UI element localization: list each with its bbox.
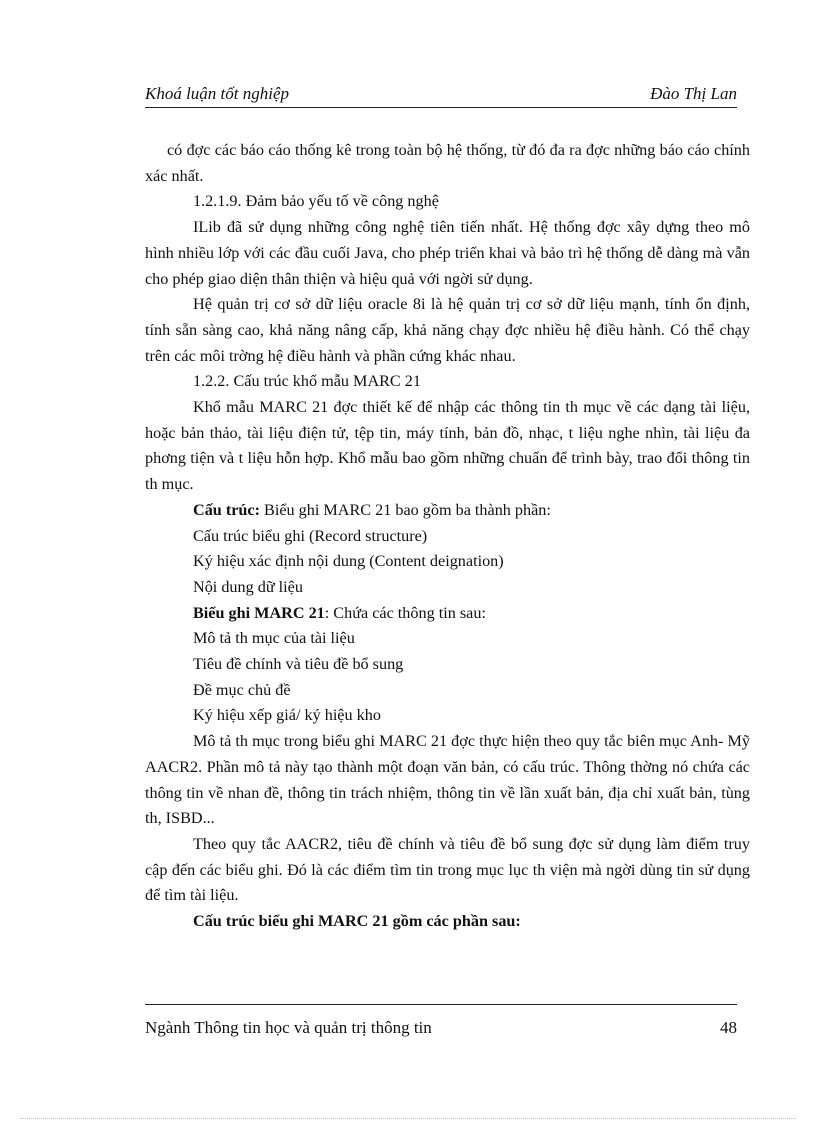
paragraph-oracle-database: Hệ quản trị cơ sở dữ liệu oracle 8i là hệ quản trị cơ sở dữ liệu mạnh, tính ổn định, tính sẵn sàng cao, khả năng nâng cấp, khả năng chạy đợc nhiều hệ điều hành. Có thể chạy trên các môi trờng hệ điều hành và phần cứng khác nhau.: [145, 295, 750, 365]
page-body: [145, 138, 750, 935]
record-intro-line: [145, 601, 750, 627]
list-item: Đề mục chủ đề: [193, 680, 291, 699]
record-label: Biểu ghi MARC 21: [193, 603, 325, 622]
list-item: Mô tả th mục của tài liệu: [193, 629, 355, 648]
header-divider: [145, 107, 737, 108]
page-bottom-edge: [20, 1118, 796, 1119]
record-text: : Chứa các thông tin sau:: [324, 603, 486, 622]
paragraph-marc21-format: Khổ mẫu MARC 21 đợc thiết kế để nhập các thông tin th mục về các dạng tài liệu, hoặc bản thảo, tài liệu điện tử, tệp tin, máy tính, bản đồ, nhạc, t liệu nghe nhìn, tài liệu đa phơng tiện và t liệu hỗn hợp. Khổ mẫu bao gồm những chuẩn để trình bày, trao đổi thông tin th mục.: [145, 398, 750, 494]
structure-intro-line: [145, 498, 750, 524]
page-header: [145, 84, 737, 108]
paragraph-aacr2-access-points: Theo quy tắc AACR2, tiêu đề chính và tiêu đề bổ sung đợc sử dụng làm điểm truy cập đến các biểu ghi. Đó là các điểm tìm tin trong mục lục th viện mà ngời dùng tin sử dụng để tìm tài liệu.: [145, 834, 750, 905]
paragraph-ilib-technology: ILib đã sử dụng những công nghệ tiên tiến nhất. Hệ thống đợc xây dựng theo mô hình nhiều lớp với các đầu cuối Java, cho phép triển khai và bảo trì hệ thống dễ dàng mà vẫn cho phép giao diện thân thiện và hiệu quả với ngời sử dụng.: [145, 218, 750, 288]
header-author-name: Đào Thị Lan: [650, 84, 737, 103]
structure-label: Cấu trúc:: [193, 500, 260, 519]
list-item: Cấu trúc biểu ghi (Record structure): [193, 526, 428, 545]
paragraph-bibliographic-description: Mô tả th mục trong biểu ghi MARC 21 đợc thực hiện theo quy tắc biên mục Anh- Mỹ AACR2. Phần mô tả này tạo thành một đoạn văn bản, có cấu trúc. Thông thờng nó chứa các thông tin về nhan đề, thông tin trách nhiệm, thông tin về lần xuất bản, địa chỉ xuất bản, tùng th, ISBD...: [145, 732, 750, 828]
list-item: Nội dung dữ liệu: [193, 577, 303, 596]
list-item: Ký hiệu xác định nội dung (Content deignation): [193, 552, 504, 571]
footer-department: Ngành Thông tin học và quản trị thông tin: [145, 1018, 432, 1037]
list-item: Ký hiệu xếp giá/ ký hiệu kho: [193, 706, 381, 725]
page-footer: [145, 1018, 737, 1042]
paragraph-report-statistics: có đợc các báo cáo thống kê trong toàn bộ hệ thống, từ đó đa ra đợc những báo cáo chính xác nhất.: [145, 141, 750, 185]
footer-divider: [145, 1004, 737, 1005]
closing-heading: [145, 909, 750, 935]
page-number: 48: [720, 1018, 737, 1037]
list-item: Tiêu đề chính và tiêu đề bổ sung: [193, 655, 404, 674]
header-thesis-title: Khoá luận tốt nghiệp: [145, 84, 290, 103]
closing-heading-text: Cấu trúc biểu ghi MARC 21 gồm các phần sau:: [193, 912, 521, 931]
section-heading-technology: 1.2.1.9. Đảm bảo yếu tố về công nghệ: [193, 192, 439, 211]
section-heading-marc21-structure: 1.2.2. Cấu trúc khổ mẫu MARC 21: [193, 372, 421, 391]
structure-text: Biểu ghi MARC 21 bao gồm ba thành phần:: [260, 500, 551, 519]
